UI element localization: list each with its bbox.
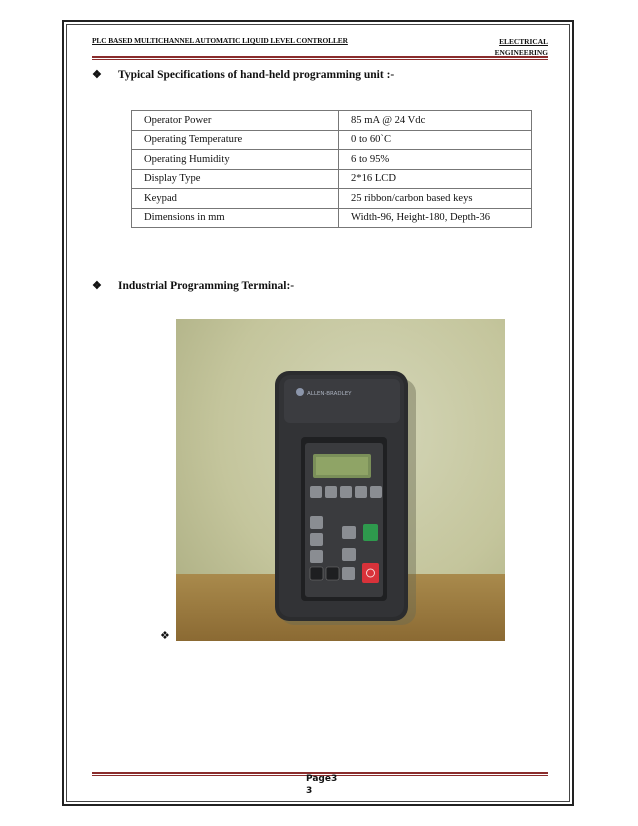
keypad-key	[326, 567, 339, 580]
table-row	[132, 130, 532, 150]
table-row	[132, 189, 532, 209]
table-row	[132, 208, 532, 228]
header-title: PLC BASED MULTICHANNEL AUTOMATIC LIQUID LEVEL CONTROLLER	[92, 36, 348, 45]
keypad-key	[355, 486, 367, 498]
section-heading-terminal	[92, 279, 294, 292]
terminal-device-illustration	[176, 319, 505, 641]
table-row	[132, 111, 532, 131]
keypad-key	[310, 567, 323, 580]
spec-label: Display Type	[132, 169, 339, 189]
arrow-up-key	[310, 516, 323, 529]
arrow-key	[310, 533, 323, 546]
keypad-key	[325, 486, 337, 498]
brand-label: ALLEN-BRADLEY	[307, 391, 352, 397]
spec-value: 85 mA @ 24 Vdc	[339, 111, 532, 131]
table-row	[132, 169, 532, 189]
diamond-bullet-icon: ❖	[92, 280, 102, 292]
start-button	[363, 524, 378, 541]
table-row	[132, 150, 532, 170]
spec-value: 0 to 60`C	[339, 130, 532, 150]
spec-value: Width-96, Height-180, Depth-36	[339, 208, 532, 228]
keypad-key	[342, 567, 355, 580]
spec-value: 25 ribbon/carbon based keys	[339, 189, 532, 209]
header-divider	[92, 56, 548, 58]
header-divider-thin	[92, 59, 548, 60]
keypad-key	[342, 526, 356, 539]
diamond-bullet-icon: ❖	[160, 630, 170, 642]
section-heading-text: Industrial Programming Terminal:-	[118, 280, 295, 292]
arrow-down-key	[310, 550, 323, 563]
section-heading-text: Typical Specifications of hand-held programming unit :-	[118, 69, 395, 81]
header-department	[495, 36, 548, 58]
section-heading-specifications	[92, 68, 394, 81]
spec-label: Operating Temperature	[132, 130, 339, 150]
keypad-key	[370, 486, 382, 498]
spec-label: Dimensions in mm	[132, 208, 339, 228]
keypad-key	[342, 548, 356, 561]
stop-button	[362, 563, 379, 583]
spec-label: Operator Power	[132, 111, 339, 131]
spec-value: 6 to 95%	[339, 150, 532, 170]
specifications-table	[131, 110, 532, 228]
allen-bradley-logo	[296, 388, 304, 396]
keypad-key	[310, 486, 322, 498]
spec-label: Keypad	[132, 189, 339, 209]
spec-label: Operating Humidity	[132, 150, 339, 170]
keypad-key	[340, 486, 352, 498]
page-number: Page3 3	[306, 774, 338, 796]
header-department-line1: ELECTRICAL	[499, 37, 548, 46]
diamond-bullet-icon: ❖	[92, 69, 102, 81]
spec-value: 2*16 LCD	[339, 169, 532, 189]
programming-terminal-photo	[176, 319, 505, 641]
header-department-line2: ENGINEERING	[494, 48, 548, 57]
